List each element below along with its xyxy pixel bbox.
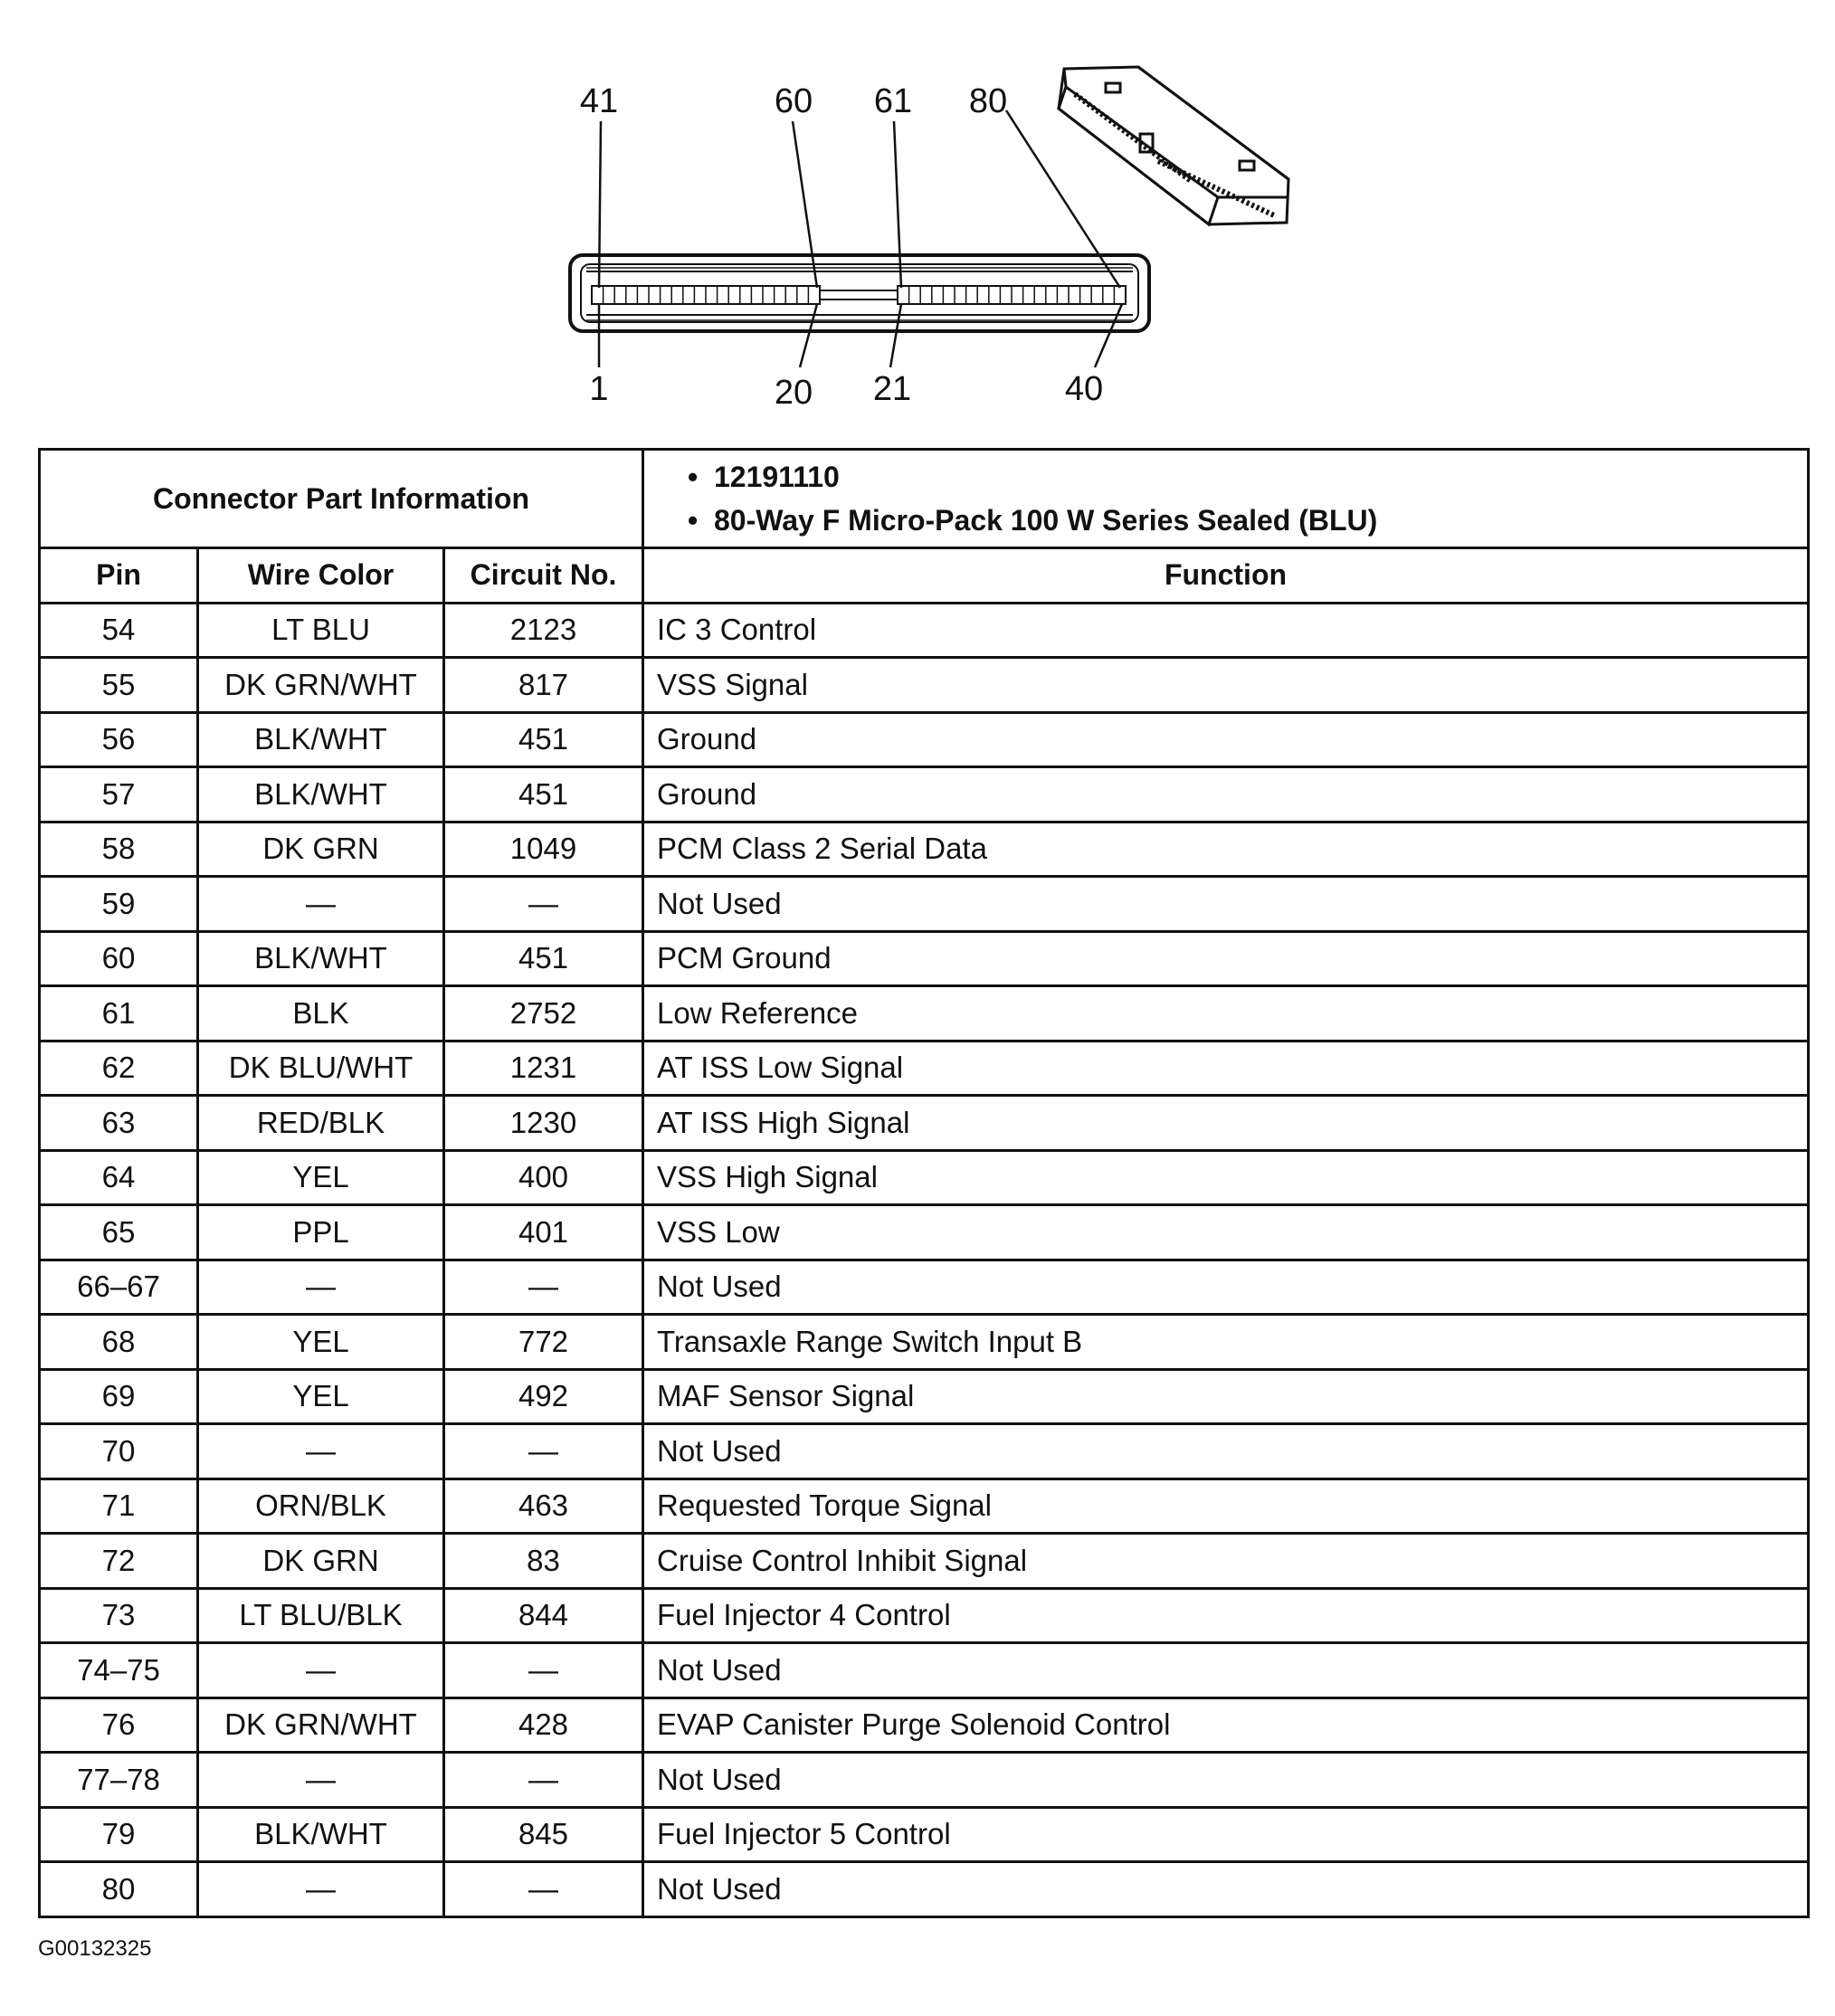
pin-cell: 64: [40, 1150, 198, 1205]
wire-color-cell: BLK/WHT: [198, 1807, 444, 1862]
function-cell: Fuel Injector 4 Control: [643, 1588, 1809, 1643]
wire-color-cell: YEL: [198, 1315, 444, 1370]
table-row: [40, 986, 1809, 1041]
table-row: [40, 767, 1809, 823]
pin-cell: 56: [40, 712, 198, 767]
table-row: [40, 1588, 1809, 1643]
connector-part-number: • 12191110: [688, 455, 1807, 499]
circuit-cell: 400: [444, 1150, 643, 1205]
function-cell: Fuel Injector 5 Control: [643, 1807, 1809, 1862]
pin-cell: 73: [40, 1588, 198, 1643]
function-cell: MAF Sensor Signal: [643, 1369, 1809, 1424]
function-cell: Requested Torque Signal: [643, 1479, 1809, 1534]
circuit-cell: —: [444, 1753, 643, 1808]
circuit-cell: 1049: [444, 822, 643, 877]
function-cell: PCM Class 2 Serial Data: [643, 822, 1809, 877]
header-pin: Pin: [40, 548, 198, 604]
function-cell: Cruise Control Inhibit Signal: [643, 1534, 1809, 1589]
wire-color-cell: —: [198, 1753, 444, 1808]
header-wire-color: Wire Color: [198, 548, 444, 604]
circuit-cell: 428: [444, 1697, 643, 1753]
wire-color-cell: DK GRN/WHT: [198, 658, 444, 713]
header-circuit-no: Circuit No.: [444, 548, 643, 604]
connector-diagram: [0, 0, 1835, 434]
wire-color-cell: LT BLU/BLK: [198, 1588, 444, 1643]
connector-description: • 80-Way F Micro-Pack 100 W Series Sealed (BLU): [688, 499, 1807, 542]
connector-pin-cells: [604, 286, 1115, 304]
circuit-cell: —: [444, 1643, 643, 1698]
circuit-cell: 2123: [444, 603, 643, 658]
wire-color-cell: LT BLU: [198, 603, 444, 658]
table-row: [40, 1479, 1809, 1534]
circuit-cell: 772: [444, 1315, 643, 1370]
function-cell: Not Used: [643, 1862, 1809, 1917]
wire-color-cell: BLK/WHT: [198, 712, 444, 767]
pin-label-41: 41: [579, 82, 619, 120]
wire-color-cell: YEL: [198, 1150, 444, 1205]
pin-label-80: 80: [968, 82, 1008, 120]
table-row: [40, 1753, 1809, 1808]
wire-color-cell: DK BLU/WHT: [198, 1041, 444, 1096]
function-cell: Not Used: [643, 1260, 1809, 1315]
circuit-cell: 492: [444, 1369, 643, 1424]
wire-color-cell: YEL: [198, 1369, 444, 1424]
pin-label-60: 60: [774, 82, 813, 120]
table-row: [40, 1807, 1809, 1862]
connector-face: [570, 255, 1149, 331]
circuit-cell: 844: [444, 1588, 643, 1643]
table-row: [40, 1096, 1809, 1151]
circuit-cell: 451: [444, 712, 643, 767]
wire-color-cell: —: [198, 1862, 444, 1917]
table-row: [40, 1315, 1809, 1370]
function-cell: AT ISS High Signal: [643, 1096, 1809, 1151]
pin-cell: 74–75: [40, 1643, 198, 1698]
wire-color-cell: PPL: [198, 1205, 444, 1260]
pin-cell: 72: [40, 1534, 198, 1589]
pin-cell: 70: [40, 1424, 198, 1479]
table-row: [40, 603, 1809, 658]
pin-cell: 79: [40, 1807, 198, 1862]
circuit-cell: 83: [444, 1534, 643, 1589]
circuit-cell: —: [444, 1862, 643, 1917]
wire-color-cell: —: [198, 1424, 444, 1479]
table-row: [40, 822, 1809, 877]
wire-color-cell: ORN/BLK: [198, 1479, 444, 1534]
circuit-cell: —: [444, 877, 643, 932]
pin-cell: 80: [40, 1862, 198, 1917]
pin-cell: 58: [40, 822, 198, 877]
table-row: [40, 1260, 1809, 1315]
table-row: [40, 1369, 1809, 1424]
table-header-row: [40, 548, 1809, 604]
wire-color-cell: —: [198, 1260, 444, 1315]
circuit-cell: 845: [444, 1807, 643, 1862]
table-row: [40, 1150, 1809, 1205]
wire-color-cell: BLK/WHT: [198, 931, 444, 986]
wire-color-cell: —: [198, 877, 444, 932]
pin-label-21: 21: [872, 370, 912, 408]
wire-color-cell: DK GRN/WHT: [198, 1697, 444, 1753]
wire-color-cell: RED/BLK: [198, 1096, 444, 1151]
table-row: [40, 1697, 1809, 1753]
wire-color-cell: BLK: [198, 986, 444, 1041]
pin-label-20: 20: [774, 374, 813, 412]
function-cell: Not Used: [643, 1643, 1809, 1698]
function-cell: VSS Low: [643, 1205, 1809, 1260]
pin-cell: 60: [40, 931, 198, 986]
function-cell: Not Used: [643, 1424, 1809, 1479]
pin-cell: 69: [40, 1369, 198, 1424]
table-row: [40, 1424, 1809, 1479]
circuit-cell: 451: [444, 767, 643, 823]
circuit-cell: 1230: [444, 1096, 643, 1151]
table-row: [40, 712, 1809, 767]
wire-color-cell: —: [198, 1643, 444, 1698]
table-row: [40, 877, 1809, 932]
pin-cell: 76: [40, 1697, 198, 1753]
circuit-cell: 2752: [444, 986, 643, 1041]
table-row: [40, 1041, 1809, 1096]
pin-cell: 55: [40, 658, 198, 713]
circuit-cell: —: [444, 1424, 643, 1479]
function-cell: Not Used: [643, 877, 1809, 932]
pin-label-61: 61: [873, 82, 913, 120]
function-cell: Ground: [643, 767, 1809, 823]
circuit-cell: 401: [444, 1205, 643, 1260]
connector-pinout-table: [38, 448, 1810, 1918]
table-row: [40, 1205, 1809, 1260]
pin-cell: 66–67: [40, 1260, 198, 1315]
function-cell: VSS High Signal: [643, 1150, 1809, 1205]
pin-cell: 59: [40, 877, 198, 932]
function-cell: Transaxle Range Switch Input B: [643, 1315, 1809, 1370]
leader-lines: [599, 110, 1122, 367]
connector-isometric-icon: [1059, 67, 1288, 224]
wire-color-cell: BLK/WHT: [198, 767, 444, 823]
function-cell: Low Reference: [643, 986, 1809, 1041]
function-cell: EVAP Canister Purge Solenoid Control: [643, 1697, 1809, 1753]
circuit-cell: 1231: [444, 1041, 643, 1096]
pin-label-40: 40: [1064, 370, 1104, 408]
wire-color-cell: DK GRN: [198, 822, 444, 877]
connector-info-row: [40, 450, 1809, 548]
table-row: [40, 931, 1809, 986]
function-cell: IC 3 Control: [643, 603, 1809, 658]
pin-label-1: 1: [589, 370, 609, 408]
circuit-cell: 817: [444, 658, 643, 713]
table-row: [40, 1862, 1809, 1917]
pin-cell: 57: [40, 767, 198, 823]
pin-cell: 65: [40, 1205, 198, 1260]
pin-cell: 62: [40, 1041, 198, 1096]
connector-info-values: [643, 450, 1809, 548]
wire-color-cell: DK GRN: [198, 1534, 444, 1589]
pin-cell: 77–78: [40, 1753, 198, 1808]
function-cell: PCM Ground: [643, 931, 1809, 986]
function-cell: Ground: [643, 712, 1809, 767]
header-function: Function: [643, 548, 1809, 604]
circuit-cell: 451: [444, 931, 643, 986]
function-cell: Not Used: [643, 1753, 1809, 1808]
table-row: [40, 658, 1809, 713]
pin-cell: 71: [40, 1479, 198, 1534]
pin-cell: 63: [40, 1096, 198, 1151]
figure-id: G00132325: [38, 1936, 152, 1961]
table-row: [40, 1643, 1809, 1698]
circuit-cell: 463: [444, 1479, 643, 1534]
circuit-cell: —: [444, 1260, 643, 1315]
function-cell: AT ISS Low Signal: [643, 1041, 1809, 1096]
connector-info-label: Connector Part Information: [40, 450, 643, 548]
pin-cell: 68: [40, 1315, 198, 1370]
pin-cell: 54: [40, 603, 198, 658]
pin-cell: 61: [40, 986, 198, 1041]
table-row: [40, 1534, 1809, 1589]
function-cell: VSS Signal: [643, 658, 1809, 713]
